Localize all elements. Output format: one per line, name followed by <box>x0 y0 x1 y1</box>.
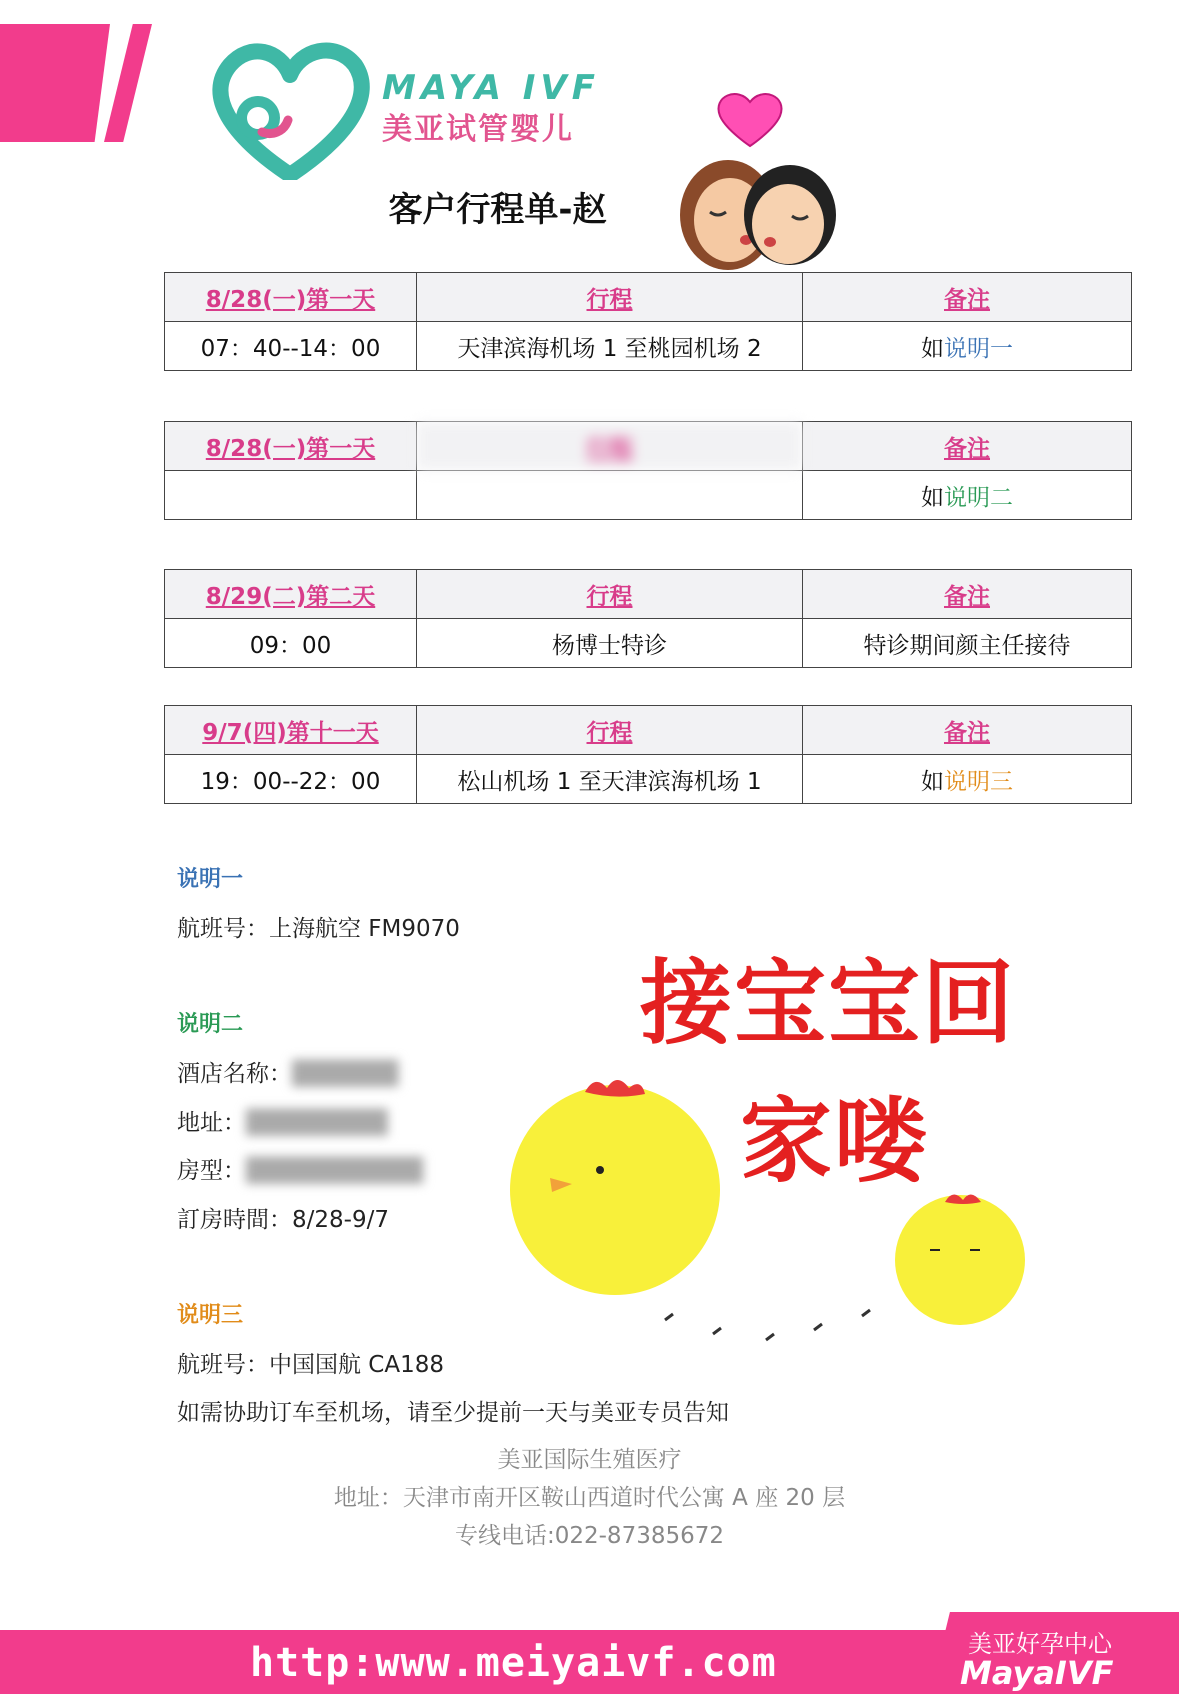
itinerary-table-2 <box>164 421 1132 520</box>
corner-stripe <box>0 24 110 142</box>
note1-line: 航班号：上海航空 FM9070 <box>177 916 460 942</box>
note-prefix: 如 <box>921 768 944 795</box>
note2-dates: 訂房時間：8/28-9/7 <box>177 1207 389 1233</box>
trip-cell: 松山机场 1 至天津滨海机场 1 <box>417 755 803 804</box>
note-prefix: 如 <box>921 484 944 511</box>
note-cell <box>803 755 1132 804</box>
note2-room: 房型：██████████ <box>177 1158 423 1184</box>
trip-cell: 天津滨海机场 1 至桃园机场 2 <box>417 322 803 371</box>
slogan-line1: 接宝宝回 <box>640 950 1017 1057</box>
note2-address: 地址：████████ <box>177 1110 388 1136</box>
note3-instruction: 如需协助订车至机场，请至少提前一天与美亚专员告知 <box>177 1400 729 1426</box>
note-header: 备注 <box>803 422 1132 471</box>
trip-header: 行程 <box>417 422 803 471</box>
day-header: 8/28(一)第一天 <box>165 273 417 322</box>
note2-hotel-label: 酒店名称： <box>177 1061 292 1087</box>
note2-address-label: 地址： <box>177 1110 246 1136</box>
note2-heading: 说明二 <box>177 1012 244 1037</box>
time-cell <box>165 471 417 520</box>
trip-header: 行程 <box>417 706 803 755</box>
footer-phone: 专线电话:022-87385672 <box>454 1523 724 1549</box>
chicks-illustration-icon <box>490 1070 1050 1350</box>
note-prefix: 如 <box>921 335 944 362</box>
itinerary-table-3 <box>164 569 1132 668</box>
note-cell: 特诊期间颜主任接待 <box>803 619 1132 668</box>
note3-heading: 说明三 <box>177 1303 244 1328</box>
itinerary-table-4 <box>164 705 1132 804</box>
wechat-watermark: 美亚好孕中心 <box>968 1630 1112 1658</box>
time-cell: 09：00 <box>165 619 417 668</box>
note1-heading: 说明一 <box>177 867 244 892</box>
slogan-line2: 家喽 <box>740 1088 929 1195</box>
note-link: 说明一 <box>944 335 1013 362</box>
page-title <box>0 182 1179 231</box>
trip-cell <box>417 471 803 520</box>
maya-logo-icon <box>210 40 370 180</box>
corner-stripe-thin <box>104 24 152 142</box>
note-cell <box>803 322 1132 371</box>
day-header: 8/29(二)第二天 <box>165 570 417 619</box>
time-cell: 07：40--14：00 <box>165 322 417 371</box>
note2-room-label: 房型： <box>177 1158 246 1184</box>
note-link: 说明三 <box>944 768 1013 795</box>
logo-text-en: MAYA IVF <box>382 68 600 108</box>
footer-address: 地址：天津市南开区鞍山西道时代公寓 A 座 20 层 <box>333 1485 846 1511</box>
website-url[interactable]: http:www.meiyaivf.com <box>250 1640 777 1686</box>
note-cell <box>803 471 1132 520</box>
itinerary-table-1 <box>164 272 1132 371</box>
day-header: 9/7(四)第十一天 <box>165 706 417 755</box>
logo-text-cn: 美亚试管婴儿 <box>382 112 574 147</box>
note-link: 说明二 <box>944 484 1013 511</box>
trip-header: 行程 <box>417 273 803 322</box>
trip-header: 行程 <box>417 570 803 619</box>
note-header: 备注 <box>803 570 1132 619</box>
page-title-text: 客户行程单-赵 <box>388 190 607 230</box>
note2-hotel: 酒店名称：██████ <box>177 1061 399 1087</box>
note-header: 备注 <box>803 273 1132 322</box>
brand-watermark: MayaIVF <box>960 1654 1114 1692</box>
day-header: 8/28(一)第一天 <box>165 422 417 471</box>
note-header: 备注 <box>803 706 1132 755</box>
trip-cell: 杨博士特诊 <box>417 619 803 668</box>
footer-org: 美亚国际生殖医疗 <box>497 1447 682 1473</box>
kissing-couple-icon <box>664 90 844 270</box>
note3-flight: 航班号：中国国航 CA188 <box>177 1352 445 1378</box>
time-cell: 19：00--22：00 <box>165 755 417 804</box>
